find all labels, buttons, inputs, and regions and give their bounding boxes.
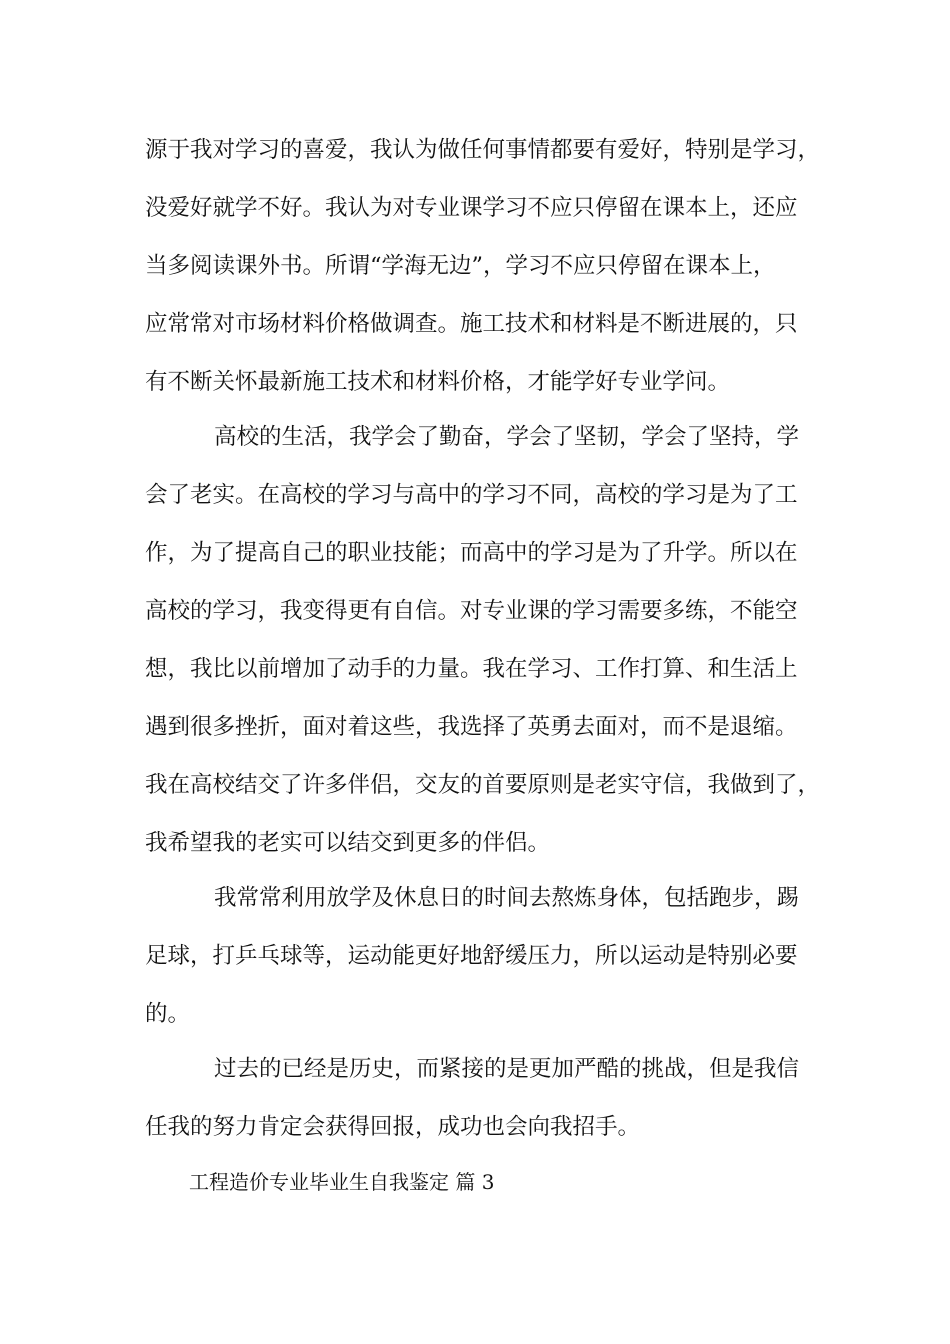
text-line: 高校的学习，我变得更有自信。对专业课的学习需要多练，不能空 (145, 598, 798, 624)
text-line: 会了老实。在高校的学习与高中的学习不同，高校的学习是为了工 (145, 482, 798, 508)
text-line: 我在高校结交了许多伴侣，交友的首要原则是老实守信，我做到了， (145, 772, 821, 798)
text-line: 足球，打乒乓球等，运动能更好地舒缓压力，所以运动是特别必要 (145, 943, 798, 969)
text-line: 我希望我的老实可以结交到更多的伴侣。 (145, 830, 551, 856)
text-line: 作，为了提高自己的职业技能；而高中的学习是为了升学。所以在 (145, 540, 798, 566)
text-line: 想，我比以前增加了动手的力量。我在学习、工作打算、和生活上 (145, 656, 798, 682)
text-line: 的。 (145, 1001, 191, 1027)
text-line: 过去的已经是历史，而紧接的是更加严酷的挑战，但是我信 (214, 1056, 800, 1082)
text-line: 没爱好就学不好。我认为对专业课学习不应只停留在课本上，还应 (145, 195, 798, 221)
section-heading: 工程造价专业毕业生自我鉴定 篇 3 (189, 1170, 495, 1194)
text-line: 高校的生活，我学会了勤奋，学会了坚韧，学会了坚持，学 (214, 424, 800, 450)
text-line: 应常常对市场材料价格做调查。施工技术和材料是不断进展的，只 (145, 311, 798, 337)
text-line: 我常常利用放学及休息日的时间去熬炼身体，包括跑步，踢 (214, 885, 800, 911)
text-line: 有不断关怀最新施工技术和材料价格，才能学好专业学问。 (145, 369, 731, 395)
text-line: 源于我对学习的喜爱，我认为做任何事情都要有爱好，特别是学习， (145, 137, 821, 163)
text-line: 遇到很多挫折，面对着这些，我选择了英勇去面对，而不是退缩。 (145, 714, 798, 740)
text-line: 当多阅读课外书。所谓“学海无边”，学习不应只停留在课本上， (145, 253, 776, 279)
text-line: 任我的努力肯定会获得回报，成功也会向我招手。 (145, 1114, 641, 1140)
